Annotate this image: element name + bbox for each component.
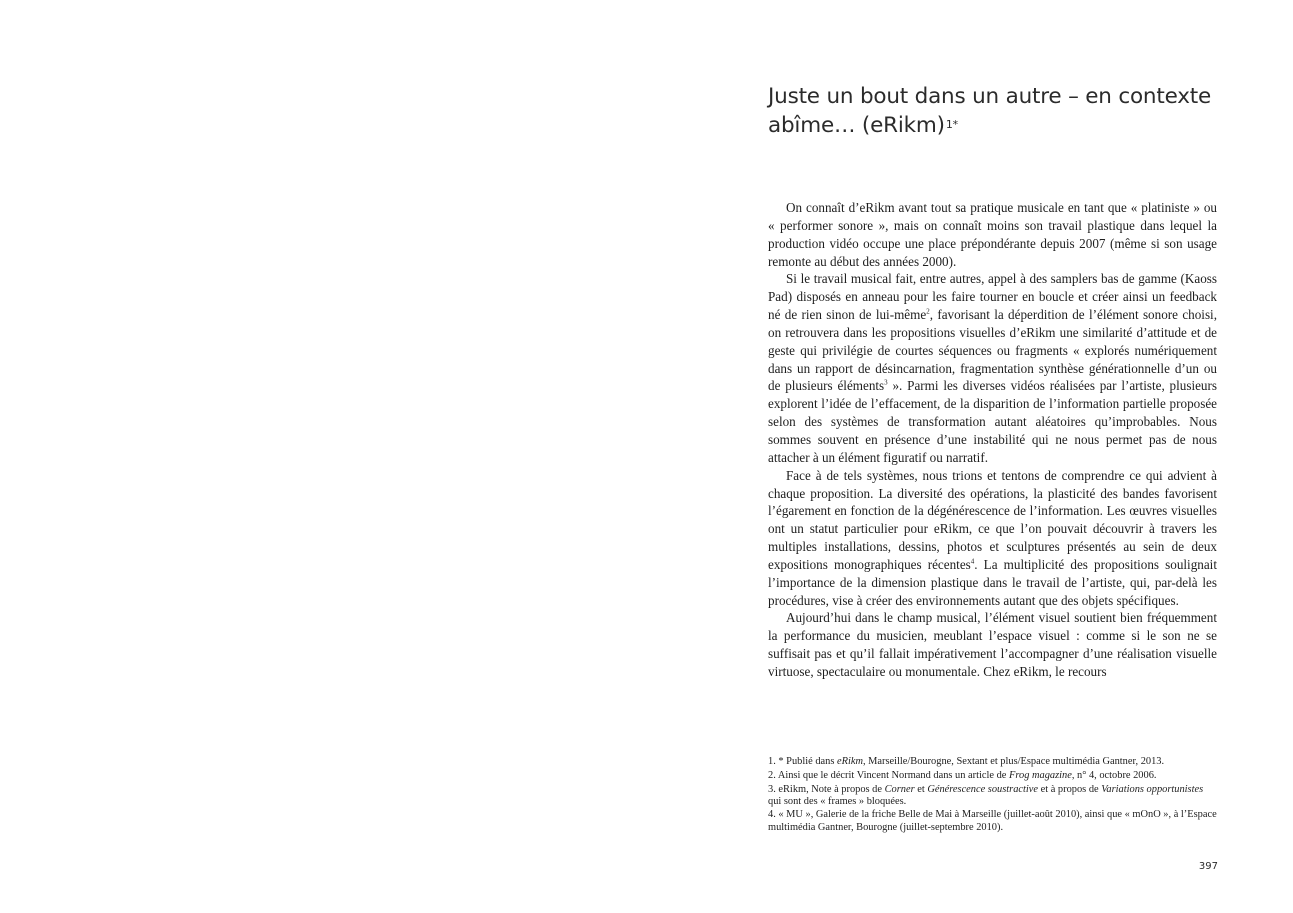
footnote-1-suffix: , Marseille/Bourogne, Sextant et plus/Espace multimédia Gantner, 2013.: [862, 756, 1165, 767]
paragraph-1-text: On connaît d’eRikm avant tout sa pratique musicale en tant que « platiniste » ou « performer sonore », mais on connaît moins son travail plastique dans lequel la production vidéo occupe une place prépondérante depuis 2007 (même si son usage remonte au début des années 2000).: [768, 200, 1217, 269]
title-footnote-ref[interactable]: 1*: [945, 118, 958, 131]
footnote-4: [768, 809, 1217, 835]
paragraph-3-text-b: . La multiplicité des propositions soulignait l’importance de la dimension plastique dans le travail de l’artiste, qui, par-delà les procédures, vise à créer des environnements autant que des objets spécifiques.: [768, 556, 1217, 608]
footnote-3-mid-1: et: [914, 783, 928, 795]
footnote-3: [768, 784, 1217, 810]
footnote-2-suffix: , n° 4, octobre 2006.: [1071, 770, 1157, 782]
footnote-3-prefix: 3. eRikm, Note à propos de: [768, 783, 885, 795]
footnote-1-italic: eRikm: [836, 756, 863, 767]
paragraph-3-text-a: Face à de tels systèmes, nous trions et tentons de comprendre ce qui advient à chaque proposition. La diversité des opérations, la plasticité des bandes favorisent l’égarement en fonction de la dégénérescence de l’information. Les œuvres visuelles ont un statut particulier pour eRikm, ce que l’on pouvait découvrir à travers les multiples installations, dessins, photos et sculptures présentés au sein de deux expositions monographiques récentes: [768, 467, 1217, 572]
footnote-ref-2[interactable]: 2: [926, 307, 930, 316]
paragraph-2-text-a: Si le travail musical fait, entre autres, appel à des samplers bas de gamme (Kaoss Pad) disposés en anneau pour les faire tourner en boucle et créer ainsi un feedback né de rien sinon de lui-même: [768, 271, 1217, 323]
footnotes: [768, 755, 1217, 835]
footnote-2-prefix: 2. Ainsi que le décrit Vincent Normand dans un article de: [768, 770, 1009, 782]
footnote-3-mid-2: et à propos de: [1038, 783, 1102, 795]
article-body: [768, 199, 1217, 681]
footnote-ref-4[interactable]: 4: [970, 557, 975, 566]
footnote-1: [768, 755, 1217, 769]
footnote-3-italic-3: Variations opportunistes: [1101, 783, 1204, 795]
paragraph-1: [768, 199, 1217, 270]
paragraph-3: [768, 467, 1217, 610]
paragraph-2: [768, 270, 1217, 466]
paragraph-2-text-b: , favorisant la déperdition de l’élément sonore choisi, on retrouvera dans les propositions visuelles d’eRikm une similarité d’attitude et de geste qui privilégie de courtes séquences ou fragments « explorés numériquement dans un rapport de désincarnation, fragmentation synthèse générationnelle d’un ou de plusieurs éléments: [768, 307, 1217, 394]
paragraph-4-text: Aujourd’hui dans le champ musical, l’élément visuel soutient bien fréquemment la performance du musicien, meublant l’espace visuel : comme si le son ne se suffisait pas et qu’il fallait impérativement l’accompagner d’une réalisation visuelle virtuose, spectaculaire ou monumentale. Chez eRikm, le recours: [768, 610, 1217, 679]
footnote-3-suffix: qui sont des « frames » bloquées.: [768, 796, 907, 808]
paragraph-4: [768, 609, 1217, 680]
paragraph-2-text-c: ». Parmi les diverses vidéos réalisées par l’artiste, plusieurs explorent l’idée de l’effacement, de la disparition de l’information partielle proposée selon des systèmes de transformation autant aléatoires qu’improbables. Nous sommes souvent en présence d’une instabilité qui ne nous permet pas de nous attacher à un élément figuratif ou narratif.: [768, 378, 1217, 465]
page-number: 397: [1198, 861, 1218, 872]
footnote-3-italic-1: Corner: [884, 783, 915, 795]
footnote-3-italic-2: Générescence soustractive: [927, 783, 1039, 795]
footnote-2: [768, 769, 1217, 783]
article-title-text: Juste un bout dans un autre – en contexte abîme… (eRikm): [768, 84, 1212, 138]
article-title: [768, 82, 1228, 140]
footnote-1-prefix: 1. * Publié dans: [768, 756, 837, 767]
footnote-4-text: 4. « MU », Galerie de la friche Belle de Mai à Marseille (juillet-août 2010), ainsi que « mOnO », à l’Espace multimédia Gantner, Bourogne (juillet-septembre 2010).: [768, 809, 1217, 833]
footnote-ref-3[interactable]: 3: [884, 379, 888, 388]
footnote-2-italic: Frog magazine: [1009, 770, 1072, 782]
